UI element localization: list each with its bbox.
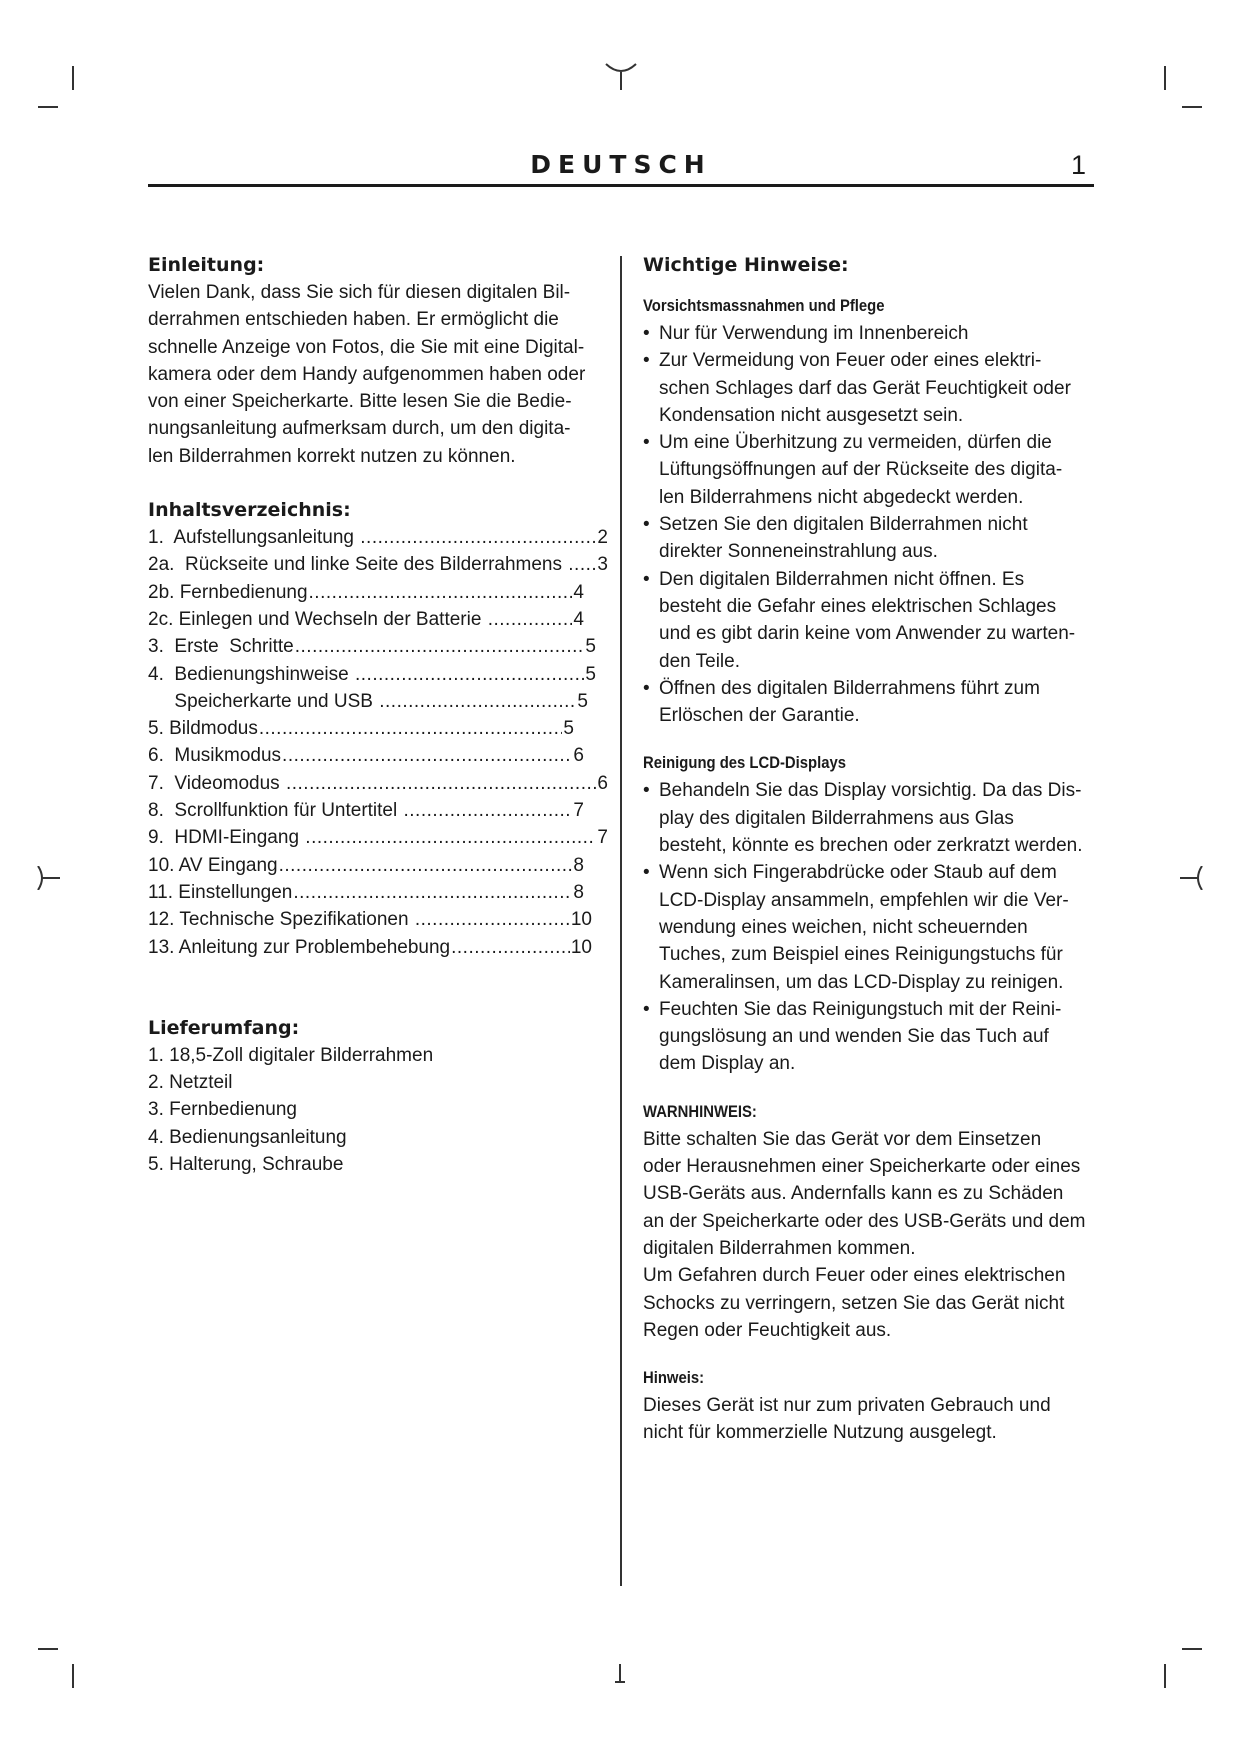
toc-entry[interactable]: [148, 551, 608, 578]
toc-page: 6: [597, 772, 608, 794]
scope-item: 4. Bedienungsanleitung: [148, 1126, 347, 1148]
crop-mark: [1164, 66, 1166, 90]
intro-line: len Bilderrahmen korrekt nutzen zu können.: [148, 445, 516, 467]
toc-entry[interactable]: [148, 742, 584, 769]
scope-list: [148, 1042, 608, 1178]
intro-text: [148, 279, 608, 470]
crop-mark: [1182, 106, 1202, 108]
toc-label: 10. AV Eingang: [148, 854, 278, 876]
warning-line: oder Herausnehmen einer Speicherkarte oder eines: [643, 1156, 1081, 1178]
care-item-line: • Setzen Sie den digitalen Bilderrahmen nicht: [659, 514, 1028, 536]
care-item-line: Erlöschen der Garantie.: [659, 705, 860, 727]
lcd-item-line: Tuches, zum Beispiel eines Reinigungstuchs für: [659, 944, 1063, 966]
toc-page: 7: [573, 800, 584, 822]
intro-line: schnelle Anzeige von Fotos, die Sie mit eine Digital-: [148, 336, 585, 358]
registration-mark-bottom: [612, 1664, 628, 1684]
warning-line: an der Speicherkarte oder des USB-Geräts und dem: [643, 1210, 1086, 1232]
warning-line: Um Gefahren durch Feuer oder eines elektrischen: [643, 1265, 1066, 1287]
lcd-item-line: • Wenn sich Fingerabdrücke oder Staub auf dem: [659, 862, 1057, 884]
care-item: [643, 347, 1093, 429]
toc-label: 5. Bildmodus: [148, 718, 258, 740]
toc-label: 13. Anleitung zur Problembehebung: [148, 936, 451, 958]
care-item-line: und es gibt darin keine vom Anwender zu warten-: [659, 623, 1076, 645]
lcd-item-line: • Feuchten Sie das Reinigungstuch mit der Reini-: [659, 998, 1062, 1020]
intro-line: von einer Speicherkarte. Bitte lesen Sie die Bedie-: [148, 391, 572, 413]
care-item-line: • Den digitalen Bilderrahmen nicht öffnen. Es: [659, 568, 1025, 590]
toc-leader: [568, 551, 596, 578]
toc-page: 7: [597, 827, 608, 849]
care-item-line: schen Schlages darf das Gerät Feuchtigkeit oder: [659, 377, 1071, 399]
scope-item: 3. Fernbedienung: [148, 1099, 297, 1121]
care-list: [643, 320, 1093, 729]
registration-mark-right: [1180, 866, 1206, 890]
toc-label: 12. Technische Spezifikationen: [148, 909, 414, 931]
intro-line: derrahmen entschieden haben. Er ermöglicht die: [148, 309, 559, 331]
toc-page: 4: [573, 608, 584, 630]
section-title: DEUTSCH: [530, 150, 712, 179]
toc-leader: [305, 824, 596, 851]
registration-mark-left: [34, 866, 60, 890]
toc-page: 5: [577, 690, 588, 712]
toc-label: 2b. Fernbedienung: [148, 581, 308, 603]
toc-page: 8: [573, 854, 584, 876]
notes-heading: Wichtige Hinweise:: [643, 254, 849, 276]
toc-leader: [286, 770, 596, 797]
toc-entry[interactable]: [148, 524, 608, 551]
care-item-line: direkter Sonneneinstrahlung aus.: [659, 541, 938, 563]
crop-mark: [38, 1648, 58, 1650]
toc-leader: [355, 661, 584, 688]
toc-page: 6: [573, 745, 584, 767]
toc-entry[interactable]: [148, 661, 596, 688]
toc-leader: [488, 606, 573, 633]
hint-heading: Hinweis:: [643, 1369, 705, 1388]
toc-page: 10: [570, 909, 592, 931]
lcd-list: [643, 777, 1093, 1077]
toc-page: 10: [570, 936, 592, 958]
toc-page: 5: [585, 663, 596, 685]
care-item-line: besteht die Gefahr eines elektrischen Schlages: [659, 595, 1057, 617]
toc-page: 5: [563, 718, 574, 740]
toc-entry[interactable]: [148, 906, 592, 933]
care-item: [643, 566, 1093, 675]
scope-item: 2. Netzteil: [148, 1072, 233, 1094]
care-item-line: Lüftungsöffnungen auf der Rückseite des digita-: [659, 459, 1063, 481]
lcd-item-line: LCD-Display ansammeln, empfehlen wir die Ver-: [659, 889, 1069, 911]
lcd-item-line: dem Display an.: [659, 1053, 796, 1075]
warning-line: Bitte schalten Sie das Gerät vor dem Einsetzen: [643, 1128, 1042, 1150]
page-number: 1: [1070, 150, 1086, 180]
warning-heading: WARNHINWEIS:: [643, 1102, 757, 1121]
toc-entry[interactable]: [148, 688, 588, 715]
table-of-contents: [148, 524, 608, 961]
toc-leader: [379, 688, 576, 715]
toc-entry[interactable]: [148, 797, 584, 824]
warning-text: [643, 1126, 1093, 1344]
hint-line: nicht für kommerzielle Nutzung ausgelegt.: [643, 1422, 997, 1444]
lcd-item-line: wendung eines weichen, nicht scheuernden: [659, 916, 1028, 938]
care-item-line: • Um eine Überhitzung zu vermeiden, dürfen die: [659, 432, 1052, 454]
toc-heading: Inhaltsverzeichnis:: [148, 499, 351, 522]
toc-entry[interactable]: [148, 852, 584, 879]
crop-mark: [72, 1664, 74, 1688]
toc-page: 2: [597, 527, 608, 549]
lcd-item: [643, 859, 1093, 995]
care-heading: Vorsichtsmassnahmen und Pflege: [643, 297, 885, 315]
care-item: [643, 511, 1093, 566]
toc-label: 3. Erste Schritte: [148, 636, 294, 658]
scope-item: 1. 18,5-Zoll digitaler Bilderrahmen: [148, 1044, 434, 1066]
toc-leader: [309, 579, 573, 606]
toc-page: 8: [573, 881, 584, 903]
hint-text: [643, 1392, 1093, 1447]
care-item-line: len Bilderrahmens nicht abgedeckt werden.: [659, 486, 1024, 508]
warning-line: Regen oder Feuchtigkeit aus.: [643, 1319, 892, 1341]
lcd-item-line: • Behandeln Sie das Display vorsichtig. Da das Dis-: [659, 780, 1082, 802]
scope-item: 5. Halterung, Schraube: [148, 1154, 344, 1176]
care-item-line: • Zur Vermeidung von Feuer oder eines elektri-: [659, 350, 1042, 372]
toc-entry[interactable]: [148, 824, 608, 851]
toc-entry[interactable]: [148, 633, 596, 660]
toc-entry[interactable]: [148, 770, 608, 797]
toc-label: 7. Videomodus: [148, 772, 285, 794]
crop-mark: [1164, 1664, 1166, 1688]
toc-label: 8. Scrollfunktion für Untertitel: [148, 800, 403, 822]
care-item-line: den Teile.: [659, 650, 740, 672]
toc-page: 4: [573, 581, 584, 603]
crop-mark: [72, 66, 74, 90]
toc-label: 4. Bedienungshinweise: [148, 663, 354, 685]
intro-line: kamera oder dem Handy aufgenommen haben oder: [148, 363, 586, 385]
toc-leader: [293, 879, 572, 906]
toc-entry[interactable]: [148, 606, 584, 633]
toc-label: 2c. Einlegen und Wechseln der Batterie: [148, 608, 487, 630]
warning-line: USB-Geräts aus. Andernfalls kann es zu Schäden: [643, 1183, 1064, 1205]
warning-line: digitalen Bilderrahmen kommen.: [643, 1237, 916, 1259]
care-item: [643, 675, 1093, 730]
lcd-item: [643, 777, 1093, 859]
lcd-item-line: Kameralinsen, um das LCD-Display zu reinigen.: [659, 971, 1064, 993]
toc-entry[interactable]: [148, 934, 592, 961]
registration-mark-top: [604, 60, 638, 90]
right-column: [643, 252, 1093, 1447]
toc-entry[interactable]: [148, 579, 584, 606]
left-column: [148, 252, 608, 1178]
toc-leader: [404, 797, 573, 824]
lcd-item: [643, 996, 1093, 1078]
toc-leader: [415, 906, 570, 933]
toc-leader: [259, 715, 563, 742]
toc-leader: [295, 633, 585, 660]
toc-page: 3: [597, 554, 608, 576]
scope-heading: Lieferumfang:: [148, 1016, 300, 1039]
toc-label: 11. Einstellungen: [148, 881, 293, 903]
page-header: [148, 150, 1094, 187]
care-item: [643, 320, 1093, 347]
toc-leader: [282, 742, 572, 769]
lcd-item-line: play des digitalen Bilderrahmens aus Glas: [659, 807, 1014, 829]
column-divider: [620, 256, 622, 1586]
warning-line: Schocks zu verringern, setzen Sie das Gerät nicht: [643, 1292, 1065, 1314]
toc-leader: [451, 934, 570, 961]
lcd-item-line: gungslösung an und wenden Sie das Tuch auf: [659, 1026, 1049, 1048]
toc-leader: [360, 524, 596, 551]
hint-line: Dieses Gerät ist nur zum privaten Gebrauch und: [643, 1395, 1051, 1417]
intro-line: nungsanleitung aufmerksam durch, um den digita-: [148, 418, 571, 440]
toc-label: 1. Aufstellungsanleitung: [148, 527, 360, 549]
care-item: [643, 429, 1093, 511]
care-item-line: Kondensation nicht ausgesetzt sein.: [659, 404, 964, 426]
lcd-heading: Reinigung des LCD-Displays: [643, 754, 846, 773]
intro-heading: Einleitung:: [148, 254, 265, 276]
intro-line: Vielen Dank, dass Sie sich für diesen digitalen Bil-: [148, 282, 571, 303]
toc-label: 9. HDMI-Eingang: [148, 827, 305, 849]
toc-label: Speicherkarte und USB: [148, 690, 379, 712]
toc-label: 6. Musikmodus: [148, 745, 282, 767]
crop-mark: [38, 106, 58, 108]
crop-mark: [1182, 1648, 1202, 1650]
toc-label: 2a. Rückseite und linke Seite des Bilderrahmens: [148, 554, 568, 576]
care-item-line: • Nur für Verwendung im Innenbereich: [659, 323, 969, 344]
lcd-item-line: besteht, könnte es brechen oder zerkratzt werden.: [659, 835, 1083, 857]
toc-entry[interactable]: [148, 715, 574, 742]
toc-entry[interactable]: [148, 879, 584, 906]
care-item-line: • Öffnen des digitalen Bilderrahmens führt zum: [659, 677, 1040, 699]
toc-leader: [279, 852, 573, 879]
toc-page: 5: [585, 636, 596, 658]
